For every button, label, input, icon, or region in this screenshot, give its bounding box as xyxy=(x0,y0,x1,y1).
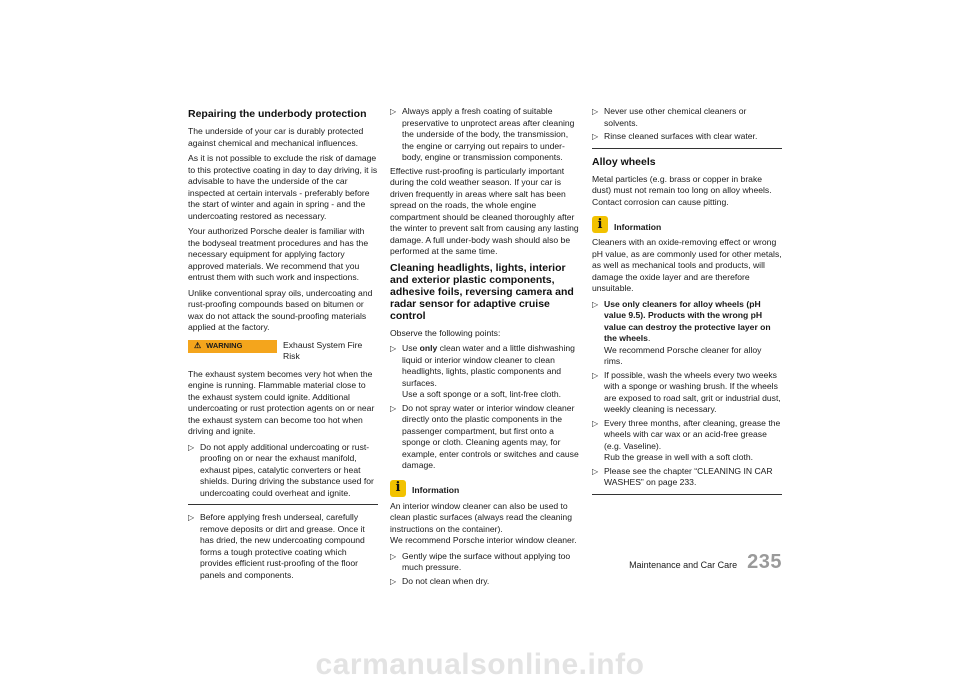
paragraph: Cleaners with an oxide-removing effect or wrong pH value, as are commonly used for other metals, as well as mechanical tools and products, will damage the oxide layer and are therefore unsuitable. xyxy=(592,237,782,293)
watermark: carmanualsonline.info xyxy=(315,648,645,681)
list-item: ▷ Do not clean when dry. xyxy=(390,575,490,586)
information-icon: i xyxy=(592,216,608,233)
information-icon: i xyxy=(390,480,406,497)
paragraph: Observe the following points: xyxy=(390,327,501,338)
paragraph: The underside of your car is durably protected against chemical and mechanical influences. xyxy=(188,126,364,148)
column-3 xyxy=(592,106,782,502)
list-item: ▷ Before applying fresh underseal, carefully remove deposits or dirt and grease. Once it has dried, the new undercoating compound forms a tough protective coating which provides efficient rust-proofing of the floor panels and components. xyxy=(188,512,365,580)
list-item: ▷ Please see the chapter “CLEANING IN CAR WASHES” on page 233. xyxy=(592,465,773,487)
list-item: ▷ Do not apply additional undercoating or rust-proofing on or near the exhaust manifold, exhaust pipes, catalytic converters or heat shields. During driving the substance used for undercoating could overheat and ignite. xyxy=(188,441,374,498)
warning-box xyxy=(188,340,378,363)
divider xyxy=(592,148,782,149)
info-header: i Information xyxy=(390,480,580,497)
paragraph: Your authorized Porsche dealer is familiar with the bodyseal treatment procedures and has the necessary equipment for applying factory approved materials. We recommend that you entrust them with such work and inspections. xyxy=(188,226,369,282)
bullet-arrow-icon: ▷ xyxy=(390,551,397,561)
list-item: ▷ If possible, wash the wheels every two weeks with a sponge or washing brush. If the wheels are exposed to road salt, grit or industrial dust, weekly cleaning is necessary. xyxy=(592,369,781,414)
warning-label: ⚠ WARNING xyxy=(188,340,277,353)
bullet-arrow-icon: ▷ xyxy=(592,418,599,428)
divider xyxy=(592,494,782,495)
bullet-arrow-icon: ▷ xyxy=(390,107,397,116)
bullet-arrow-icon: ▷ xyxy=(188,513,195,522)
warning-text: Exhaust System Fire Risk xyxy=(283,339,363,361)
page-number: 235 xyxy=(747,551,782,573)
footer-section-title: Maintenance and Car Care xyxy=(629,560,738,570)
paragraph: An interior window cleaner can also be used to clean plastic surfaces (always read the cleaning instructions on the container). xyxy=(390,500,572,534)
section-heading-cleaning: Cleaning headlights, lights, interior and exterior plastic components, adhesive foils, reversing camera and radar sensor for adaptive cruise control xyxy=(390,261,574,322)
bullet-arrow-icon: ▷ xyxy=(188,442,195,452)
bullet-arrow-icon: ▷ xyxy=(592,107,599,116)
paragraph: As it is not possible to exclude the risk of damage to this protective coating in day to day driving, it is advisable to have the underside of the car inspected at certain intervals - preferably before the start of winter and again in spring - and the undercoating restored as necessary. xyxy=(188,153,378,221)
list-item: ▷ Rinse cleaned surfaces with clear water. xyxy=(592,131,758,141)
column-1 xyxy=(188,106,378,583)
list-item: ▷ Use only clean water and a little dishwashing liquid or interior window cleaner to clean headlights, lights, plastic components and surfaces. Use a soft sponge or a soft, lint-free cloth. xyxy=(390,343,575,399)
bullet-arrow-icon: ▷ xyxy=(592,132,599,141)
section-heading-underbody: Repairing the underbody protection xyxy=(188,108,367,120)
list-item: ▷ Do not spray water or interior window cleaner directly onto the plastic components in the passenger compartment, but first onto a sponge or cloth. Cleaning agents may, for example, enter controls or switches and cause damage. xyxy=(390,402,579,470)
list-item: ▷ Every three months, after cleaning, grease the wheels with car wax or an acid-free grease (e.g. Vaseline). Rub the grease in well with a soft cloth. xyxy=(592,417,781,462)
bullet-arrow-icon: ▷ xyxy=(390,344,397,353)
warning-triangle-icon: ⚠ xyxy=(194,341,202,351)
info-header: i Information xyxy=(592,216,782,233)
bullet-arrow-icon: ▷ xyxy=(592,370,599,380)
paragraph: We recommend Porsche interior window cleaner. xyxy=(390,535,577,545)
divider xyxy=(188,504,378,505)
bullet-arrow-icon: ▷ xyxy=(592,466,599,476)
page-footer xyxy=(629,551,782,574)
paragraph: The exhaust system becomes very hot when the engine is running. Flammable material close to the exhaust system could ignite. Additional undercoating or rust protection agents on or near the exhaust system can become too hot when driving and ignite. xyxy=(188,368,375,436)
bullet-arrow-icon: ▷ xyxy=(592,299,599,309)
paragraph: Unlike conventional spray oils, undercoating and rust-proofing compounds based on bitumen or wax do not attack the sound-proofing materials applied at the factory. xyxy=(188,287,373,332)
list-item: ▷ Never use other chemical cleaners or solvents. xyxy=(592,106,747,128)
list-item: ▷ Gently wipe the surface without applying too much pressure. xyxy=(390,550,571,572)
bullet-arrow-icon: ▷ xyxy=(390,403,397,413)
bullet-arrow-icon: ▷ xyxy=(390,576,397,586)
column-2 xyxy=(390,106,580,589)
list-item: ▷ Always apply a fresh coating of suitable preservative to unprotect areas after cleaning the underside of the body, the transmission, the engine or carrying out repairs to under-body, engine or transmission components. xyxy=(390,106,575,162)
paragraph: Effective rust-proofing is particularly important during the cold weather season. If your car is driven frequently in areas where salt has been spread on the roads, the whole engine compartment should be cleaned thoroughly after the winter to prevent salt from causing any lasting damage. A full under-body wash should also be performed at the same time. xyxy=(390,165,579,256)
paragraph: Metal particles (e.g. brass or copper in brake dust) must not remain too long on alloy wheels. Contact corrosion can cause pitting. xyxy=(592,173,772,207)
list-item: ▷ Use only cleaners for alloy wheels (pH value 9.5). Products with the wrong pH value can destroy the protective layer on the wheels. We recommend Porsche cleaner for alloy rims. xyxy=(592,298,771,366)
section-heading-alloy-wheels: Alloy wheels xyxy=(592,155,656,168)
